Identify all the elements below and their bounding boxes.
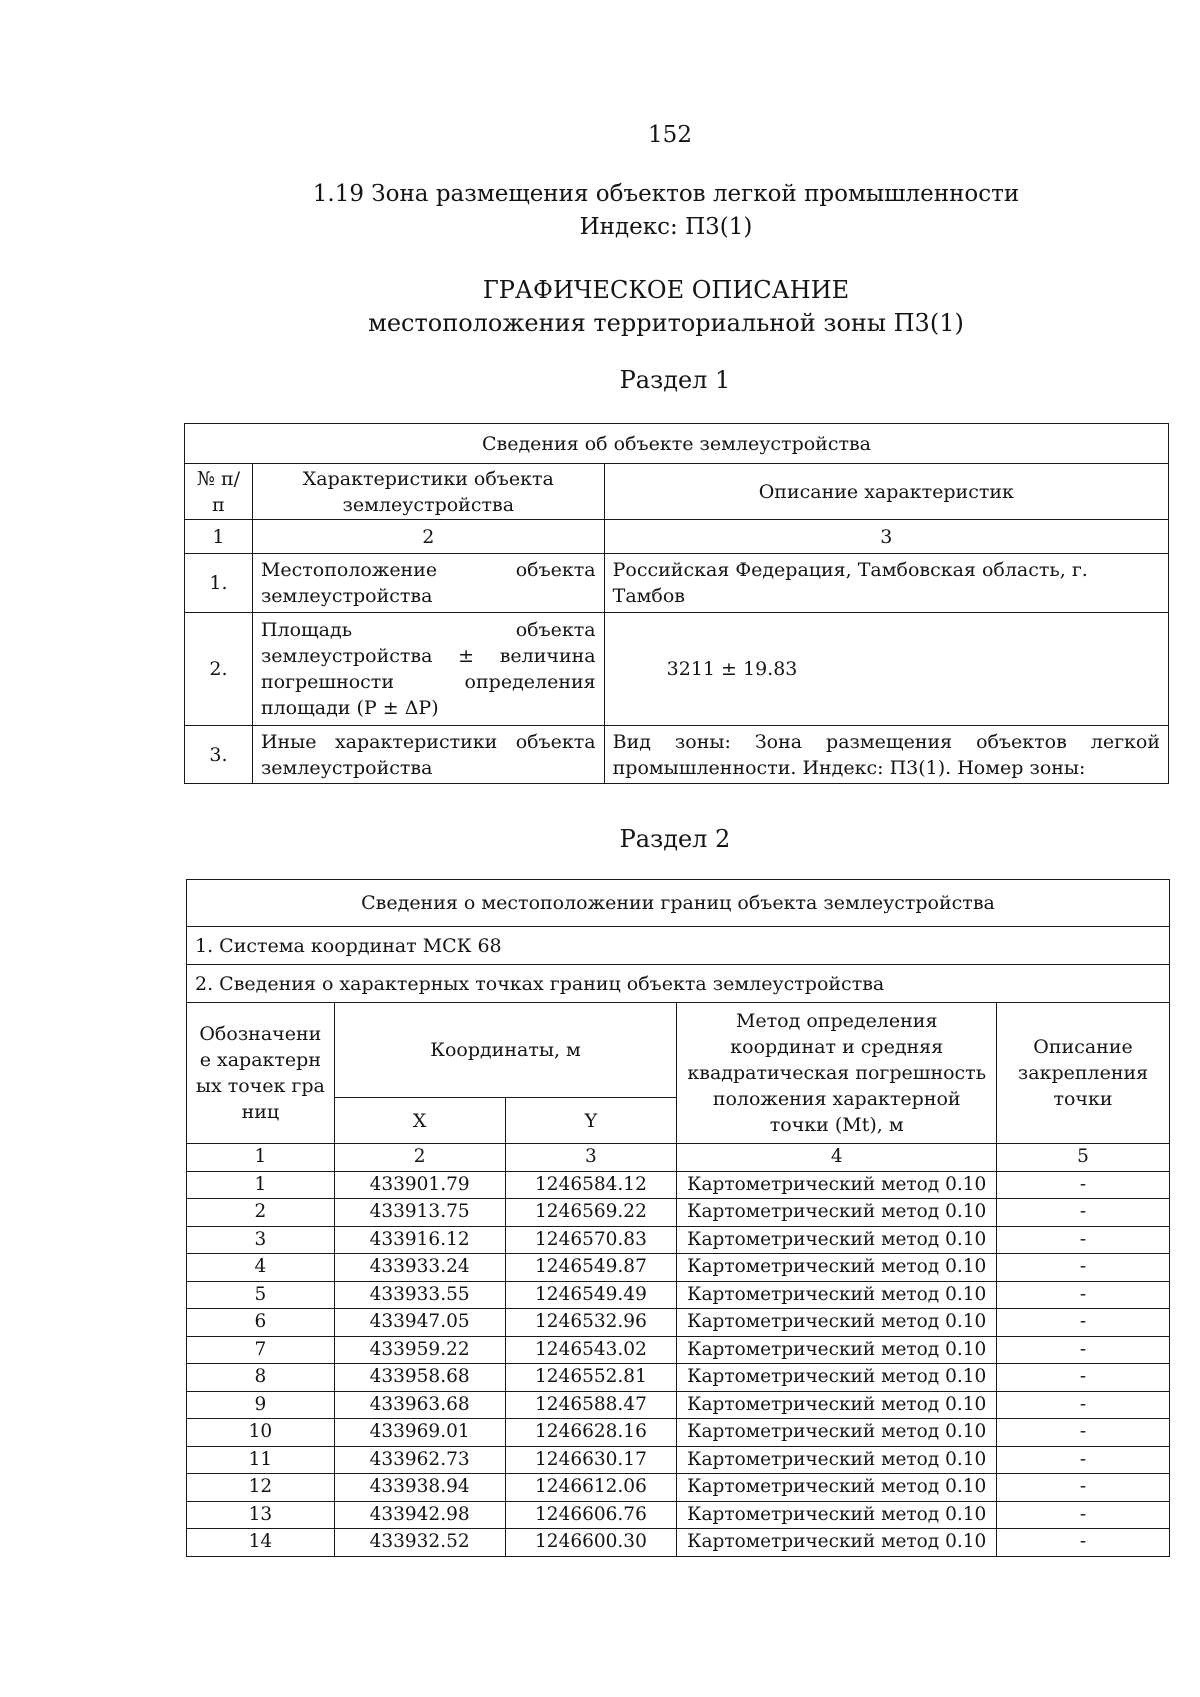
- point-id: 3: [187, 1226, 335, 1254]
- point-y: 1246630.17: [505, 1446, 677, 1474]
- header-characteristic: Характеристики объекта землеустройства: [252, 464, 604, 520]
- point-method: Картометрический метод 0.10: [677, 1391, 997, 1419]
- table-row: [187, 1529, 1170, 1557]
- row-characteristic: Иные характеристики объекта землеустройства: [252, 726, 604, 784]
- point-id: 10: [187, 1419, 335, 1447]
- point-y: 1246570.83: [505, 1226, 677, 1254]
- object-info-table: [184, 423, 1169, 784]
- section1-title: Раздел 1: [619, 366, 731, 394]
- point-fixing: -: [997, 1199, 1170, 1227]
- header-coords: Координаты, м: [334, 1003, 677, 1098]
- point-id: 7: [187, 1336, 335, 1364]
- point-id: 9: [187, 1391, 335, 1419]
- point-id: 11: [187, 1446, 335, 1474]
- point-method: Картометрический метод 0.10: [677, 1199, 997, 1227]
- zone-index: Индекс: П3(1): [579, 214, 753, 240]
- header-y: Y: [505, 1098, 677, 1144]
- point-x: 433938.94: [334, 1474, 505, 1502]
- table-row: [187, 1446, 1170, 1474]
- table-row: [187, 1336, 1170, 1364]
- graphic-subtitle: местоположения территориальной зоны П3(1): [368, 309, 964, 337]
- point-fixing: -: [997, 1281, 1170, 1309]
- point-fixing: -: [997, 1419, 1170, 1447]
- column-number: 1: [187, 1144, 335, 1172]
- point-x: 433933.24: [334, 1254, 505, 1282]
- point-x: 433947.05: [334, 1309, 505, 1337]
- point-fixing: -: [997, 1391, 1170, 1419]
- point-method: Картометрический метод 0.10: [677, 1336, 997, 1364]
- header-description: Описание характеристик: [604, 464, 1168, 520]
- point-id: 6: [187, 1309, 335, 1337]
- point-y: 1246569.22: [505, 1199, 677, 1227]
- row-description: Вид зоны: Зона размещения объектов легкой промышленности. Индекс: П3(1). Номер зоны:: [604, 726, 1168, 784]
- row-description: 3211 ± 19.83: [604, 613, 1168, 726]
- point-fixing: -: [997, 1309, 1170, 1337]
- row-number: 2.: [185, 613, 253, 726]
- table-row: [187, 1254, 1170, 1282]
- point-x: 433933.55: [334, 1281, 505, 1309]
- point-id: 8: [187, 1364, 335, 1392]
- point-y: 1246628.16: [505, 1419, 677, 1447]
- table-caption: Сведения об объекте землеустройства: [185, 424, 1169, 464]
- point-fixing: -: [997, 1226, 1170, 1254]
- table-header-row: [187, 1003, 1170, 1098]
- point-x: 433942.98: [334, 1501, 505, 1529]
- header-x: X: [334, 1098, 505, 1144]
- point-y: 1246600.30: [505, 1529, 677, 1557]
- column-number: 1: [185, 520, 253, 554]
- point-x: 433901.79: [334, 1171, 505, 1199]
- zone-heading: [0, 178, 1200, 244]
- point-fixing: -: [997, 1364, 1170, 1392]
- graphic-heading: [0, 274, 1200, 340]
- point-x: 433963.68: [334, 1391, 505, 1419]
- point-id: 2: [187, 1199, 335, 1227]
- point-id: 13: [187, 1501, 335, 1529]
- point-fixing: -: [997, 1446, 1170, 1474]
- column-number: 5: [997, 1144, 1170, 1172]
- table-row: [187, 1309, 1170, 1337]
- header-num: № п/п: [185, 464, 253, 520]
- page-number: 152: [648, 122, 692, 148]
- point-x: 433958.68: [334, 1364, 505, 1392]
- points-caption: 2. Сведения о характерных точках границ объекта землеустройства: [187, 965, 1170, 1003]
- table-caption-row: [187, 880, 1170, 927]
- section2-title: Раздел 2: [619, 825, 731, 853]
- point-y: 1246549.87: [505, 1254, 677, 1282]
- point-x: 433932.52: [334, 1529, 505, 1557]
- table-row: [187, 1419, 1170, 1447]
- table-caption: Сведения о местоположении границ объекта землеустройства: [187, 880, 1170, 927]
- point-y: 1246552.81: [505, 1364, 677, 1392]
- column-number: 2: [334, 1144, 505, 1172]
- table-row: [185, 554, 1169, 613]
- table-row: [187, 1364, 1170, 1392]
- point-fixing: -: [997, 1171, 1170, 1199]
- point-id: 4: [187, 1254, 335, 1282]
- point-y: 1246549.49: [505, 1281, 677, 1309]
- point-fixing: -: [997, 1501, 1170, 1529]
- column-number-row: [187, 1144, 1170, 1172]
- point-x: 433913.75: [334, 1199, 505, 1227]
- header-method: Метод определения координат и средняя квадратическая погрешность положения характерной точки (Mt), м: [677, 1003, 997, 1144]
- points-caption-row: [187, 965, 1170, 1003]
- point-method: Картометрический метод 0.10: [677, 1364, 997, 1392]
- point-id: 5: [187, 1281, 335, 1309]
- table-row: [187, 1391, 1170, 1419]
- row-description: Российская Федерация, Тамбовская область, г. Тамбов: [604, 554, 1168, 613]
- point-method: Картометрический метод 0.10: [677, 1446, 997, 1474]
- column-number: 3: [505, 1144, 677, 1172]
- header-fixing: Описание закрепления точки: [997, 1003, 1170, 1144]
- point-y: 1246532.96: [505, 1309, 677, 1337]
- table-row: [187, 1501, 1170, 1529]
- table-row: [187, 1281, 1170, 1309]
- zone-title: 1.19 Зона размещения объектов легкой промышленности: [312, 181, 1020, 207]
- point-method: Картометрический метод 0.10: [677, 1226, 997, 1254]
- point-fixing: -: [997, 1336, 1170, 1364]
- point-y: 1246584.12: [505, 1171, 677, 1199]
- points-body: [187, 1144, 1170, 1557]
- point-id: 1: [187, 1171, 335, 1199]
- point-id: 12: [187, 1474, 335, 1502]
- point-fixing: -: [997, 1529, 1170, 1557]
- coordinate-system-row: [187, 927, 1170, 965]
- point-fixing: -: [997, 1254, 1170, 1282]
- table-row: [185, 726, 1169, 784]
- row-characteristic: Площадь объекта землеустройства ± величина погрешности определения площади (P ± ΔP): [252, 613, 604, 726]
- header-point: Обозначение характерных точек границ: [187, 1003, 335, 1144]
- point-y: 1246588.47: [505, 1391, 677, 1419]
- point-x: 433969.01: [334, 1419, 505, 1447]
- point-id: 14: [187, 1529, 335, 1557]
- column-number: 2: [252, 520, 604, 554]
- point-x: 433916.12: [334, 1226, 505, 1254]
- point-method: Картометрический метод 0.10: [677, 1254, 997, 1282]
- table-row: [187, 1199, 1170, 1227]
- point-method: Картометрический метод 0.10: [677, 1171, 997, 1199]
- point-y: 1246612.06: [505, 1474, 677, 1502]
- point-y: 1246606.76: [505, 1501, 677, 1529]
- graphic-title: ГРАФИЧЕСКОЕ ОПИСАНИЕ: [482, 276, 850, 304]
- table-row: [185, 613, 1169, 726]
- coordinate-system: 1. Система координат МСК 68: [187, 927, 1170, 965]
- point-x: 433959.22: [334, 1336, 505, 1364]
- table-caption-row: [185, 424, 1169, 464]
- row-number: 3.: [185, 726, 253, 784]
- point-method: Картометрический метод 0.10: [677, 1309, 997, 1337]
- column-number: 3: [604, 520, 1168, 554]
- table-row: [187, 1226, 1170, 1254]
- point-method: Картометрический метод 0.10: [677, 1281, 997, 1309]
- table-row: [187, 1171, 1170, 1199]
- boundary-points-table: [186, 879, 1170, 1557]
- point-method: Картометрический метод 0.10: [677, 1419, 997, 1447]
- point-y: 1246543.02: [505, 1336, 677, 1364]
- table-row: [187, 1474, 1170, 1502]
- table-header-row: [185, 464, 1169, 520]
- column-number-row: [185, 520, 1169, 554]
- point-fixing: -: [997, 1474, 1170, 1502]
- row-number: 1.: [185, 554, 253, 613]
- column-number: 4: [677, 1144, 997, 1172]
- point-method: Картометрический метод 0.10: [677, 1474, 997, 1502]
- point-method: Картометрический метод 0.10: [677, 1501, 997, 1529]
- point-x: 433962.73: [334, 1446, 505, 1474]
- point-method: Картометрический метод 0.10: [677, 1529, 997, 1557]
- row-characteristic: Местоположение объекта землеустройства: [252, 554, 604, 613]
